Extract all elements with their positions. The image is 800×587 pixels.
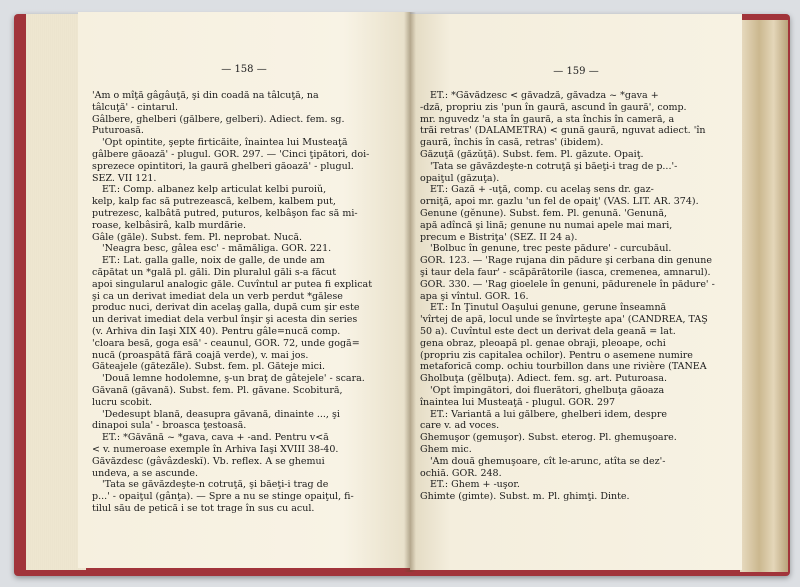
text-line: ET.: Gază + -uţă, comp. cu acelaş sens dr. gaz-	[430, 184, 654, 196]
text-line: 'cloara besă, goga esă' - ceaunul, GOR. 72, unde gogă=	[92, 337, 360, 349]
page-edges-left	[26, 14, 86, 570]
text-line: înaintea lui Musteaţă - plugul. GOR. 297	[420, 396, 616, 408]
text-line: apa şi vîntul. GOR. 16.	[420, 290, 529, 302]
text-line: un derivat imediat dela verbul înşir şi acesta din series	[92, 314, 358, 326]
text-line: precum e Bistriţa' (SEZ. II 24 a).	[420, 231, 578, 243]
text-line: Gâle (găle). Subst. fem. Pl. neprobat. Nucă.	[92, 231, 303, 243]
text-line: 50 a). Cuvîntul este dect un derivat dela geană = lat.	[420, 325, 676, 337]
left-page	[78, 12, 410, 568]
text-line: Puturoasă.	[92, 125, 144, 137]
text-line: SEZ. VII 121.	[92, 172, 157, 184]
text-line: şi taur dela faur' - scăpărătorile (iasca, cremenea, amnarul).	[420, 266, 711, 278]
text-line: apă adîncă şi lină; genune nu numai apele mai mari,	[420, 219, 673, 231]
text-line: 'Am două ghemuşoare, cît le-arunc, atîta se dez'-	[430, 455, 666, 467]
text-line: apoi singularul analogic găle. Cuvîntul ar putea fi explicat	[92, 278, 373, 290]
text-line: Găzuţă (găzŭţă). Subst. fem. Pl. găzute. Opaiţ.	[420, 148, 644, 160]
text-line: mr. nguvedz 'a sta în gaură, a sta închis în cameră, a	[420, 113, 675, 125]
text-line: undeva, a se ascunde.	[92, 467, 199, 479]
text-line: ochiă. GOR. 248.	[420, 467, 502, 479]
text-line: Ghimte (gimte). Subst. m. Pl. ghimţi. Dinte.	[420, 491, 630, 503]
text-line: şi ca un derivat imediat dela un verb perdut *gălese	[92, 290, 343, 302]
text-line: tâlcuţă' - cintarul.	[92, 101, 178, 113]
text-line: căpătat un *gală pl. găli. Din pluralul găli s-a făcut	[92, 266, 337, 278]
text-line: ET.: *Găvădzesc < găvadză, găvadza ~ *gava +	[430, 90, 659, 101]
text-line: gaură, închis în casă, retras' (ibidem).	[420, 137, 604, 149]
text-line: 'Tata se găvăzdeşte-n cotruţă, şi băeţi-i trag de	[102, 479, 329, 491]
text-line: opaiţul (găzuţa).	[420, 172, 500, 184]
text-line: 'Neagra besc, gâlea esc' - mămăliga. GOR. 221.	[102, 243, 332, 255]
text-line: nucă (proaspătă fără coajă verde), v. mai jos.	[92, 349, 309, 361]
text-line: ET.: *Găvănă ~ *gava, cava + -and. Pentru v<ă	[102, 432, 329, 444]
text-line: Gholbuţa (gĕlbuţa). Adiect. fem. sg. art. Puturoasa.	[420, 373, 667, 385]
text-line: ET.: În Ţinutul Oaşului genune, gerune înseamnă	[430, 302, 667, 314]
text-line: 'vîrtej de apă, locul unde se învîrteşte apa' (CANDREA, TAŞ	[420, 314, 708, 326]
text-line: ET.: Comp. albanez kelp articulat kelbi puroiŭ,	[102, 184, 327, 196]
text-line: Ghem mic.	[420, 443, 472, 455]
text-line: care v. ad voces.	[420, 420, 500, 432]
text-line: roase, kelbâsirâ, kalb murdărie.	[92, 219, 246, 231]
text-line: kelp, kalp fac să putrezească, kelbem, kalbem put,	[92, 196, 336, 208]
text-line: (v. Arhiva din Iaşi XIX 40). Pentru gâle=nucă comp.	[92, 325, 341, 337]
text-line: 'Tata se găvăzdeşte-n cotruţă şi băeţi-i trag de p...'-	[430, 160, 678, 172]
text-line: 'Dedesupt blană, deasupra găvană, dinainte ..., şi	[102, 408, 340, 420]
text-line: dinapoi sula' - broasca ţestoasă.	[92, 420, 247, 432]
text-line: Gâlbere, ghelberi (gălbere, gelberi). Adiect. fem. sg.	[92, 113, 345, 125]
text-line: 'Opt împingători, doi fluerători, ghelbuţa găoaza	[430, 384, 665, 396]
text-line: ET.: Variantă a lui gălbere, ghelberi idem, despre	[430, 408, 667, 420]
book-gutter	[404, 12, 416, 572]
text-line: trăi retras' (DALAMETRA) < gună gaură, nguvat adiect. 'în	[420, 125, 706, 137]
text-line: GOR. 123. — 'Rage rujana din pădure şi cerbana din genune	[420, 255, 712, 267]
text-line: ET.: Lat. galla galle, noix de galle, de unde am	[102, 255, 325, 267]
text-line: sprezece opintitori, la gaură ghelberi găoază' - plugul.	[92, 160, 354, 172]
text-line: Găvană (găvană). Subst. fem. Pl. găvane. Scobitură,	[92, 384, 343, 396]
text-line: Găteajele (găteză̆le). Subst. fem. pl. Găteje mici.	[92, 361, 326, 373]
text-line: 'Opt opintite, şepte firticăite, înaintea lui Musteaţă	[102, 137, 348, 149]
text-line: lucru scobit.	[92, 396, 153, 408]
right-page-number: — 159 —	[553, 66, 599, 77]
text-line: gâlbere găoază' - plugul. GOR. 297. — 'Cinci ţipători, doi-	[92, 148, 370, 160]
text-line: metaforică comp. ochiu tourbillon dans une rivière (TANEA	[420, 361, 707, 373]
text-line: produc nuci, derivat din acelaş galla, după cum şir este	[92, 302, 360, 314]
text-line: Genune (gĕnune). Subst. fem. Pl. genună. 'Genună,	[420, 207, 668, 219]
text-line: 'Am o mîţă gâgâuţă, şi din coadă na tâlcuţă, na	[92, 90, 319, 101]
text-line: Găvăzdesc (gâvâzdeskĭ). Vb. reflex. A se ghemui	[92, 455, 325, 467]
text-line: gena obraz, pleoapă pl. genae obraji, pleoape, ochi	[420, 337, 666, 349]
text-line: -dză, propriu zis 'pun în gaură, ascund în gaură', comp.	[420, 101, 687, 113]
text-line: orniţă, apoi mr. gazlu 'un fel de opaiţ' (VAS. LIT. AR. 374).	[420, 196, 699, 208]
text-line: Ghemuşor (gemuşor). Subst. eterog. Pl. ghemuşoare.	[420, 432, 677, 444]
text-line: 'Bolbuc în genune, trec peste pădure' - curcubăul.	[430, 243, 672, 255]
right-page	[410, 14, 742, 570]
text-line: tilul său de petică i se tot trage în sus cu acul.	[92, 502, 315, 514]
text-line: (propriu zis capitalea ochilor). Pentru o asemene numire	[420, 349, 693, 361]
left-page-number: — 158 —	[221, 64, 267, 75]
text-line: < v. numeroase exemple în Arhiva Iaşi XVIII 38-40.	[92, 443, 339, 455]
text-line: p...' - opaiţul (gânţa). — Spre a nu se stinge opaiţul, fi-	[92, 491, 354, 503]
text-line: 'Două lemne hodolemne, ş-un braţ de gâtejele' - scara.	[102, 373, 365, 385]
right-page-text	[420, 90, 726, 503]
text-line: GOR. 330. — 'Rag gioelele în genuni, pădurenele în pădure' -	[420, 278, 715, 290]
page-edges-right	[740, 20, 788, 572]
text-line: putrezesc, kalbâtă putred, puturos, kelbâşon fac să mi-	[92, 207, 358, 219]
text-line: ET.: Ghem + -uşor.	[430, 479, 520, 491]
left-page-text	[92, 90, 388, 515]
